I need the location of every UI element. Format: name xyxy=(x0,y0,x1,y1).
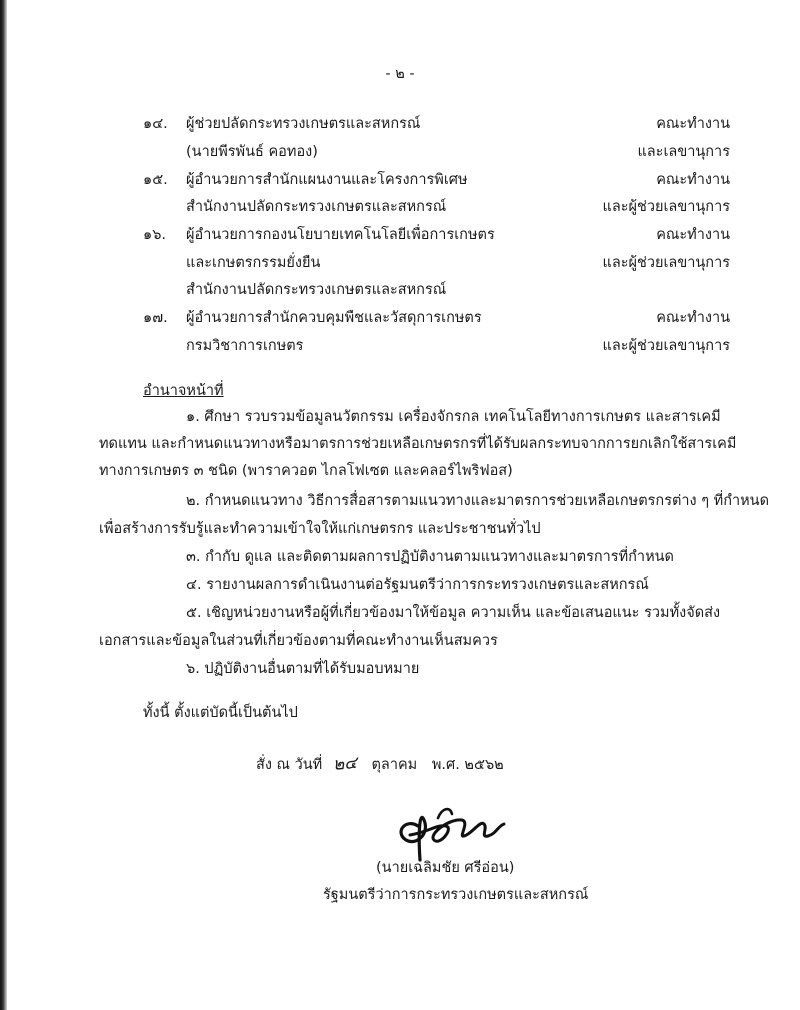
member-number: ๑๗. xyxy=(143,310,168,326)
member-role: คณะทำงาน xyxy=(656,116,730,132)
order-date-month: ตุลาคม xyxy=(371,757,418,773)
member-title: และเกษตรกรรมยั่งยืน xyxy=(186,255,321,271)
member-title: ผู้อำนวยการสำนักแผนงานและโครงการพิเศษ xyxy=(186,172,468,188)
signatory-position: รัฐมนตรีว่าการกระทรวงเกษตรและสหกรณ์ xyxy=(323,887,589,903)
member-title: สำนักงานปลัดกระทรวงเกษตรและสหกรณ์ xyxy=(186,199,447,215)
member-role: และผู้ช่วยเลขานุการ xyxy=(602,255,730,271)
member-title: ผู้ช่วยปลัดกระทรวงเกษตรและสหกรณ์ xyxy=(186,116,421,132)
order-date-prefix: สั่ง ณ วันที่ xyxy=(256,757,323,773)
duty-line: ๔. รายงานผลการดำเนินงานต่อรัฐมนตรีว่าการกระทรวงเกษตรและสหกรณ์ xyxy=(186,577,649,593)
member-role: และผู้ช่วยเลขานุการ xyxy=(602,338,730,354)
member-title: (นายพีรพันธ์ คอทอง) xyxy=(186,144,318,160)
member-title: ผู้อำนวยการกองนโยบายเทคโนโลยีเพื่อการเกษตร xyxy=(186,227,495,243)
member-role: คณะทำงาน xyxy=(656,227,730,243)
duty-line: เพื่อสร้างการรับรู้และทำความเข้าใจให้แก่เกษตรกร และประชาชนทั่วไป xyxy=(99,521,541,537)
duty-line: ทดแทน และกำหนดแนวทางหรือมาตรการช่วยเหลือเกษตรกรที่ได้รับผลกระทบจากการยกเลิกใช้สารเคมี xyxy=(99,436,737,452)
duty-line: ทางการเกษตร ๓ ชนิด (พาราควอต ไกลโฟเซต และคลอร์ไพริฟอส) xyxy=(99,463,513,479)
duty-line: ๕. เชิญหน่วยงานหรือผู้ที่เกี่ยวข้องมาให้ข้อมูล ความเห็น และข้อเสนอแนะ รวมทั้งจัดส่ง xyxy=(186,605,721,621)
member-role: คณะทำงาน xyxy=(656,310,730,326)
order-date-line xyxy=(256,754,504,775)
member-title: กรมวิชาการเกษตร xyxy=(186,338,304,354)
order-date-day: ๒๔ xyxy=(332,753,358,775)
member-title: ผู้อำนวยการสำนักควบคุมพืชและวัสดุการเกษตร xyxy=(186,310,482,326)
page-number: - ๒ - xyxy=(385,66,415,82)
duty-line: ๑. ศึกษา รวบรวมข้อมูลนวัตกรรม เครื่องจักรกล เทคโนโลยีทางการเกษตร และสารเคมี xyxy=(186,409,721,425)
duties-heading: อำนาจหน้าที่ xyxy=(143,383,224,399)
signature-scribble xyxy=(380,790,540,865)
duty-line: ๒. กำหนดแนวทาง วิธีการสื่อสารตามแนวทางและมาตรการช่วยเหลือเกษตรกรต่าง ๆ ที่กำหนด xyxy=(186,493,770,509)
member-number: ๑๕. xyxy=(143,172,168,188)
member-role: และผู้ช่วยเลขานุการ xyxy=(602,199,730,215)
member-role: และเลขานุการ xyxy=(637,144,730,160)
duty-line: ๓. กำกับ ดูแล และติดตามผลการปฏิบัติงานตามแนวทางและมาตรการที่กำหนด xyxy=(186,549,674,565)
member-role: คณะทำงาน xyxy=(656,172,730,188)
signature xyxy=(380,790,540,865)
effective-statement: ทั้งนี้ ตั้งแต่บัดนี้เป็นต้นไป xyxy=(143,705,298,721)
signatory-name: (นายเฉลิมชัย ศรีอ่อน) xyxy=(376,860,515,876)
member-number: ๑๖. xyxy=(143,227,167,243)
member-title: สำนักงานปลัดกระทรวงเกษตรและสหกรณ์ xyxy=(186,282,447,298)
duty-line: เอกสารและข้อมูลในส่วนที่เกี่ยวข้องตามที่คณะทำงานเห็นสมควร xyxy=(99,633,498,649)
duty-line: ๖. ปฏิบัติงานอื่นตามที่ได้รับมอบหมาย xyxy=(186,661,420,677)
member-number: ๑๔. xyxy=(143,116,168,132)
order-date-year: พ.ศ. ๒๕๖๒ xyxy=(431,757,504,773)
